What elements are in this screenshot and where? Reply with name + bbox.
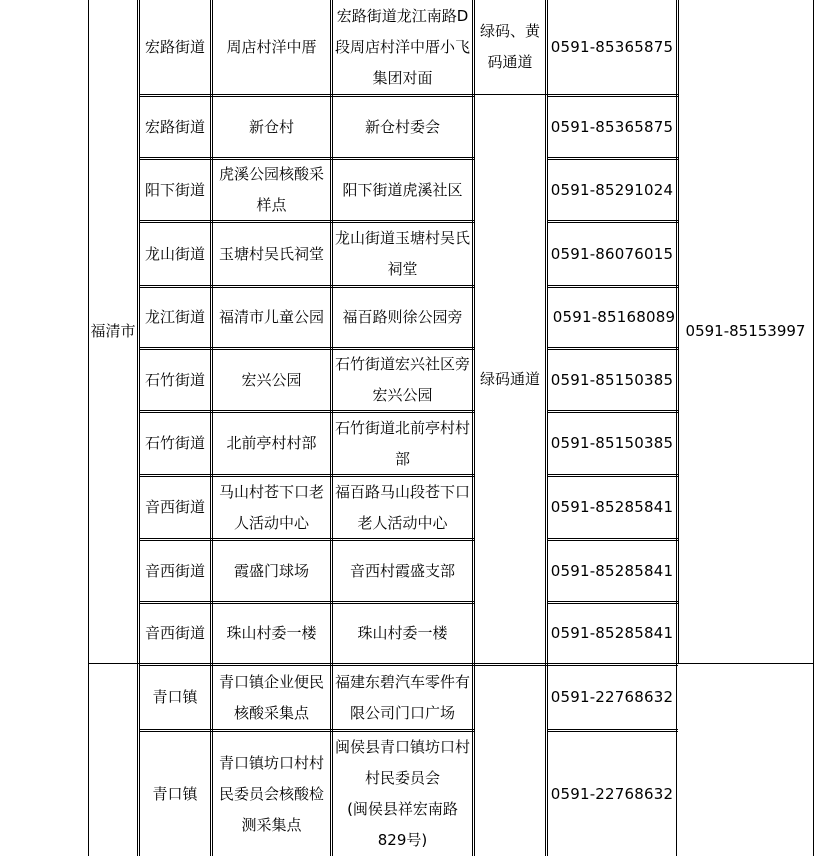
street-name: 阳下街道 xyxy=(144,180,205,199)
grid-line xyxy=(676,0,677,856)
phone-number: 0591-86076015 xyxy=(550,244,674,263)
street-name: 音西街道 xyxy=(144,561,205,580)
grid-line xyxy=(474,94,547,95)
street-name: 青口镇 xyxy=(152,688,198,706)
address-cell xyxy=(333,288,472,347)
city-cell xyxy=(89,0,137,663)
street-name: 石竹街道 xyxy=(144,434,205,452)
address-line: 福百路则徐公园旁 xyxy=(342,308,463,326)
street-cell xyxy=(140,604,210,663)
channel-line: 绿码、黄 xyxy=(479,22,540,40)
street-cell xyxy=(140,0,210,94)
site-line: 人活动中心 xyxy=(233,513,309,532)
phone-cell xyxy=(548,413,676,474)
address-line: 龙山街道玉塘村吴氏 xyxy=(335,229,471,247)
street-name: 宏路街道 xyxy=(144,117,205,136)
phone-cell xyxy=(548,350,676,410)
address-cell xyxy=(333,97,472,157)
address-line: 福建东碧汽车零件有 xyxy=(335,672,471,691)
phone-cell xyxy=(548,666,676,729)
site-name: 周店村洋中厝 xyxy=(226,37,317,56)
site-cell xyxy=(213,160,330,220)
grid-line xyxy=(139,347,474,348)
site-name: 北前亭村村部 xyxy=(226,434,317,452)
site-cell xyxy=(213,97,330,157)
grid-line xyxy=(547,220,678,221)
grid-line xyxy=(474,663,547,664)
address-line: 珠山村委一楼 xyxy=(357,624,448,642)
city-name: 福清市 xyxy=(90,322,136,340)
address-line: 石竹街道宏兴社区旁 xyxy=(335,355,471,373)
site-line: 青口镇坊口村村 xyxy=(218,753,324,772)
phone-cell xyxy=(548,160,676,220)
site-cell xyxy=(213,223,330,285)
street-name: 龙山街道 xyxy=(144,244,205,263)
phone-number: 0591-85150385 xyxy=(550,434,674,452)
street-cell xyxy=(140,97,210,157)
site-cell xyxy=(213,604,330,663)
grid-line xyxy=(547,94,678,95)
grid-line xyxy=(547,347,678,348)
street-name: 音西街道 xyxy=(144,624,205,642)
phone-cell xyxy=(548,604,676,663)
hotline-cell xyxy=(678,0,813,663)
phone-cell xyxy=(548,223,676,285)
site-line: 民委员会核酸检 xyxy=(218,784,324,803)
phone-number: 0591-85365875 xyxy=(550,117,674,136)
grid-line xyxy=(547,601,678,602)
phone-number: 0591-85285841 xyxy=(550,561,674,580)
address-line: 福百路马山段苍下口 xyxy=(335,482,471,501)
grid-line xyxy=(547,410,678,411)
grid-line xyxy=(137,0,138,856)
street-cell xyxy=(140,477,210,538)
street-cell xyxy=(140,223,210,285)
site-name: 玉塘村吴氏祠堂 xyxy=(218,244,324,263)
address-line: 石竹街道北前亭村村 xyxy=(335,418,471,437)
phone-cell xyxy=(548,477,676,538)
street-name: 宏路街道 xyxy=(144,37,205,56)
site-cell xyxy=(213,350,330,410)
grid-line xyxy=(88,663,814,664)
address-line: 新仓村委会 xyxy=(364,117,440,136)
site-cell xyxy=(213,477,330,538)
site-line: 测采集点 xyxy=(241,815,302,834)
address-line: 村民委员会 xyxy=(364,769,440,787)
site-name: 宏兴公园 xyxy=(241,370,302,389)
address-cell xyxy=(333,350,472,410)
site-cell xyxy=(213,288,330,347)
site-name: 福清市儿童公园 xyxy=(218,308,324,326)
phone-number: 0591-22768632 xyxy=(550,784,674,803)
grid-line xyxy=(139,729,474,730)
street-cell xyxy=(140,732,210,856)
address-line: 集团对面 xyxy=(372,68,433,87)
site-name: 珠山村委一楼 xyxy=(226,624,317,642)
site-name: 霞盛门球场 xyxy=(233,561,309,580)
address-line: 阳下街道虎溪社区 xyxy=(342,180,463,199)
grid-line xyxy=(547,729,678,730)
street-cell xyxy=(140,541,210,601)
address-line: 829号) xyxy=(377,831,428,849)
phone-number: 0591-22768632 xyxy=(550,688,674,706)
grid-line xyxy=(547,285,678,286)
phone-number: 0591-85365875 xyxy=(550,37,674,56)
hotline-phone: 0591-85153997 xyxy=(685,322,806,340)
street-name: 龙江街道 xyxy=(144,308,205,326)
phone-number: 0591-85285841 xyxy=(550,624,674,642)
phone-cell xyxy=(548,0,676,94)
grid-line xyxy=(330,0,331,856)
grid-line xyxy=(139,220,474,221)
phone-number: 0591-85168089 xyxy=(552,308,676,326)
phone-number: 0591-85285841 xyxy=(550,498,674,516)
site-line: 青口镇企业便民 xyxy=(218,672,324,691)
phone-cell xyxy=(548,732,676,856)
address-line: (闽侯县祥宏南路 xyxy=(347,800,458,818)
address-line: 部 xyxy=(394,449,410,468)
grid-line xyxy=(139,474,474,475)
grid-line xyxy=(545,0,546,856)
address-cell xyxy=(333,413,472,474)
address-line: 音西村霞盛支部 xyxy=(349,561,455,580)
site-line: 马山村苍下口老 xyxy=(218,482,324,501)
address-line: 祠堂 xyxy=(387,260,418,278)
street-cell xyxy=(140,350,210,410)
address-cell xyxy=(333,604,472,663)
street-cell xyxy=(140,666,210,729)
grid-line xyxy=(210,0,211,856)
address-line: 限公司门口广场 xyxy=(349,703,455,722)
phone-cell xyxy=(548,541,676,601)
address-cell xyxy=(333,223,472,285)
address-cell xyxy=(333,160,472,220)
grid-line xyxy=(547,474,678,475)
phone-number: 0591-85150385 xyxy=(550,370,674,389)
street-cell xyxy=(140,413,210,474)
address-line: 老人活动中心 xyxy=(357,513,448,532)
site-line: 虎溪公园核酸采 xyxy=(218,165,324,183)
channel-cell xyxy=(475,96,545,663)
phone-cell xyxy=(550,288,678,347)
site-name: 新仓村 xyxy=(248,117,294,136)
street-name: 青口镇 xyxy=(152,784,198,803)
grid-line xyxy=(472,0,473,856)
phone-number: 0591-85291024 xyxy=(550,180,674,199)
address-cell xyxy=(333,541,472,601)
channel-line: 码通道 xyxy=(487,53,533,71)
site-cell xyxy=(213,413,330,474)
site-line: 样点 xyxy=(256,196,287,214)
street-cell xyxy=(140,288,210,347)
site-cell xyxy=(213,0,330,94)
address-line: 闽侯县青口镇坊口村 xyxy=(335,738,471,756)
grid-line xyxy=(547,157,678,158)
address-line: 段周店村洋中厝小飞 xyxy=(335,37,471,56)
address-cell xyxy=(333,0,472,94)
grid-line xyxy=(139,601,474,602)
street-name: 音西街道 xyxy=(144,498,205,516)
grid-line xyxy=(139,94,474,95)
site-cell xyxy=(213,732,330,856)
address-cell xyxy=(333,732,472,856)
site-line: 核酸采集点 xyxy=(233,703,309,722)
address-cell xyxy=(333,477,472,538)
site-cell xyxy=(213,666,330,729)
street-cell xyxy=(140,160,210,220)
channel-cell xyxy=(475,0,545,94)
grid-line xyxy=(139,157,474,158)
phone-cell xyxy=(548,97,676,157)
grid-line xyxy=(547,538,678,539)
grid-line xyxy=(813,0,814,856)
street-name: 石竹街道 xyxy=(144,370,205,389)
address-line: 宏路街道龙江南路D xyxy=(336,6,469,25)
site-cell xyxy=(213,541,330,601)
channel-label: 绿码通道 xyxy=(479,370,540,388)
address-cell xyxy=(333,666,472,729)
grid-line xyxy=(139,285,474,286)
address-line: 宏兴公园 xyxy=(372,386,433,404)
